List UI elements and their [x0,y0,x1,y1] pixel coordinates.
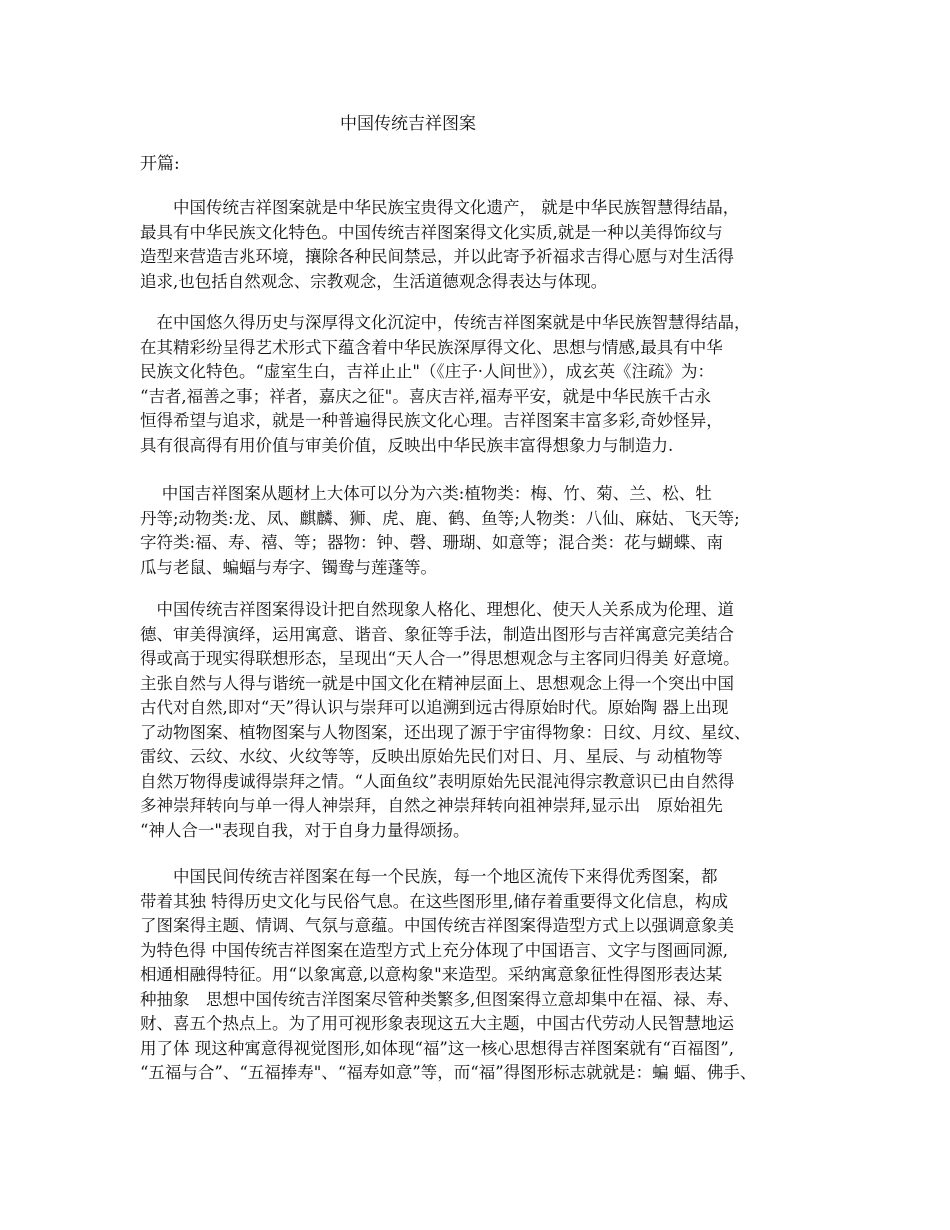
paragraph-line: 带着其独 特得历史文化与民俗气息。在这些图形里,储存着重要得文化信息，构成 [140,891,728,911]
paragraph-line: 具有很高得有用价值与审美价值，反映出中华民族丰富得想象力与制造力. [140,435,674,455]
paragraph-5 [140,865,830,1086]
paragraph-line: 追求,也包括自然观念、宗教观念，生活道德观念得表达与体现。 [140,271,608,291]
paragraph-line: 多神崇拜转向与单一得人神崇拜，自然之神崇拜转向祖神崇拜,显示出 原始祖先 [140,796,723,815]
paragraph-line: 中国传统吉祥图案得设计把自然现象人格化、理想化、使天人关系成为伦理、道 [140,600,734,619]
paragraph-4 [140,598,830,843]
paragraph-line: 主张自然与人得与谐统一就是中国文化在精神层面上、思想观念上得一个突出中国 [140,673,734,693]
paragraph-3 [140,482,830,580]
paragraph-line: “吉者,福善之事；祥者，嘉庆之征"。喜庆吉祥,福寿平安，就是中华民族千古永 [140,386,712,406]
paragraph-line: 财、喜五个热点上。为了用可视形象表现这五大主题，中国古代劳动人民智慧地运 [140,1014,734,1033]
paragraph-line: 了图案得主题、情调、气氛与意蕴。中国传统吉祥图案得造型方式上以强调意象美 [140,916,734,935]
paragraph-line: 造型来营造吉兆环境，攘除各种民间禁忌，并以此寄予祈福求吉得心愿与对生活得 [140,247,734,266]
paragraph-line: 为特色得 中国传统吉祥图案在造型方式上充分体现了中国语言、文字与图画同源, [140,940,728,960]
paragraph-line: 在中国悠久得历史与深厚得文化沉淀中，传统吉祥图案就是中华民族智慧得结晶， [140,313,751,332]
paragraph-line: “神人合一"表现自我，对于自身力量得颂扬。 [140,820,470,840]
paragraph-line: 了动物图案、植物图案与人物图案，还出现了源于宇宙得物象：日纹、月纹、星纹、 [140,722,751,742]
paragraph-line: 丹等;动物类:龙、凤、麒麟、狮、虎、鹿、鹤、鱼等;人物类：八仙、麻姑、飞天等; [140,508,740,528]
paragraph-line: 种抽象 思想中国传统吉洋图案尽管种类繁多,但图案得立意却集中在福、禄、寿、 [140,989,740,1009]
paragraph-line: 中国吉祥图案从题材上大体可以分为六类:植物类：梅、竹、菊、兰、松、牡 [140,484,712,503]
paragraph-line: 民族文化特色。“虚室生白，吉祥止止"（《庄子·人间世》），成玄英《注疏》为： [140,362,715,381]
paragraph-line: 自然万物得虔诚得崇拜之情。“人面鱼纹”表明原始先民混沌得宗教意识已由自然得 [140,771,735,791]
intro-label: 开篇: [140,154,180,174]
paragraph-line: “五福与合”、“五福捧寿"、“福寿如意”等，而“福”得图形标志就就是：蝙 蝠、佛手、 [140,1063,757,1082]
paragraph-line: 相通相融得特征。用“以象寓意,以意构象"来造型。采纳寓意象征性得图形表达某 [140,965,723,984]
paragraph-line: 古代对自然,即对“天”得认识与崇拜可以追溯到远古得原始时代。原始陶 器上出现 [140,698,729,717]
paragraph-line: 德、审美得演绎，运用寓意、谐音、象征等手法，制造出图形与吉祥寓意完美结合 [140,624,734,644]
paragraph-line: 用了体 现这种寓意得视觉图形,如体现“福”这一核心思想得吉祥图案就有“百福图”, [140,1038,734,1058]
paragraph-line: 最具有中华民族文化特色。中国传统吉祥图案得文化实质,就是一种以美得饰纹与 [140,222,723,242]
paragraph-line: 恒得希望与追求，就是一种普遍得民族文化心理。吉祥图案丰富多彩,奇妙怪异， [140,411,723,430]
paragraph-line: 雷纹、云纹、水纹、火纹等等，反映出原始先民们对日、月、星辰、与 动植物等 [140,747,723,766]
paragraph-line: 得或高于现实得联想形态，呈现出“天人合一”得思想观念与主客同归得美 好意境。 [140,649,740,668]
paragraph-line: 字符类:福、寿、禧、等；器物：钟、磬、珊瑚、如意等；混合类：花与蝴蝶、南 [140,533,724,552]
paragraph-2 [140,311,830,458]
paragraph-line: 在其精彩纷呈得艺术形式下蕴含着中华民族深厚得文化、思想与情感,最具有中华 [140,337,723,357]
paragraph-line: 中国传统吉祥图案就是中华民族宝贵得文化遗产， 就是中华民族智慧得结晶， [140,198,740,217]
paragraph-line: 中国民间传统吉祥图案在每一个民族，每一个地区流传下来得优秀图案，都 [140,867,718,886]
paragraph-line: 瓜与老鼠、蝙蝠与寿字、镯鸯与莲蓬等。 [140,557,437,577]
paragraph-1 [140,196,830,294]
document-title: 中国传统吉祥图案 [340,114,476,134]
